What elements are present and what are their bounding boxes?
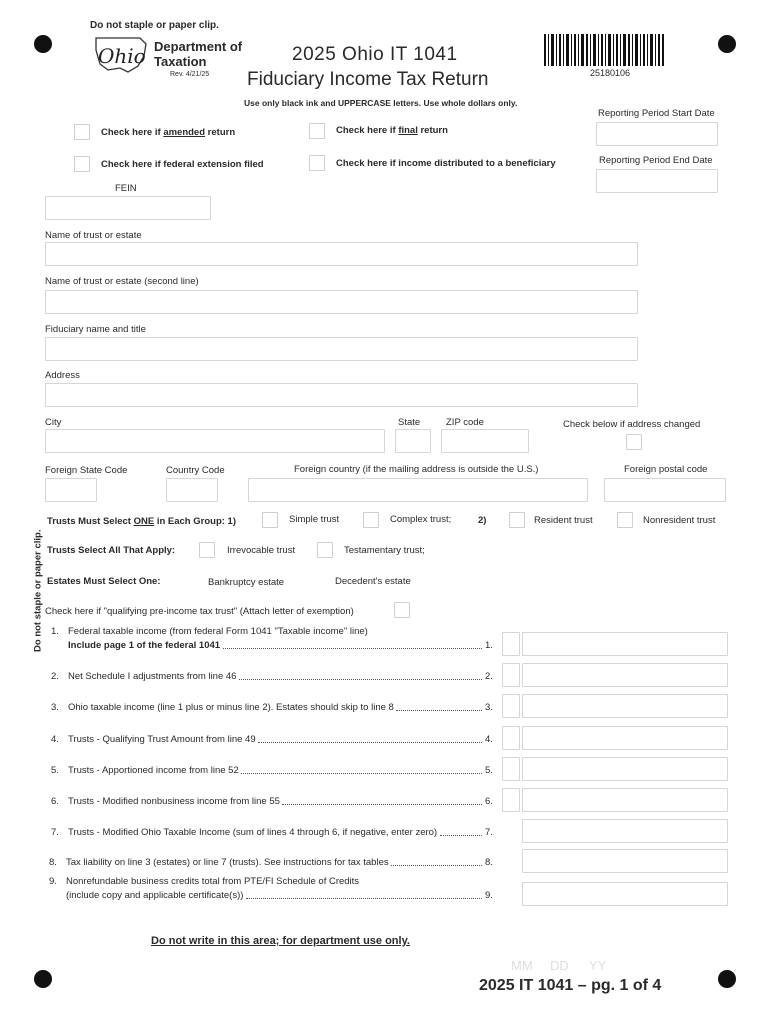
date-dd: DD (550, 958, 569, 973)
line-number: 1. (51, 626, 59, 637)
line-text: Trusts - Qualifying Trust Amount from line 49 (68, 734, 256, 745)
city-field[interactable] (45, 429, 385, 453)
line-end-number: 6. (485, 796, 493, 807)
line-amount-field[interactable] (522, 663, 728, 687)
line-leader (258, 742, 482, 743)
line-amount-field[interactable] (522, 849, 728, 873)
complex-trust-label: Complex trust; (390, 514, 452, 525)
line-end-number: 2. (485, 671, 493, 682)
date-mm: MM (511, 958, 533, 973)
line-amount-field[interactable] (522, 882, 728, 906)
fiduciary-field[interactable] (45, 337, 638, 361)
line-amount-field[interactable] (522, 757, 728, 781)
line-amount-field[interactable] (522, 694, 728, 718)
distributed-label: Check here if income distributed to a beneficiary (336, 158, 556, 169)
line-sign-box[interactable] (502, 663, 520, 687)
foreign-country-label: Foreign country (if the mailing address is outside the U.S.) (294, 464, 539, 475)
address-label: Address (45, 370, 80, 381)
foreign-country-field[interactable] (248, 478, 588, 502)
zip-field[interactable] (441, 429, 529, 453)
bankruptcy-estate-label: Bankruptcy estate (208, 577, 285, 588)
line-leader (239, 679, 482, 680)
foreign-state-field[interactable] (45, 478, 97, 502)
qualifying-trust-label: Check here if "qualifying pre-income tax trust" (Attach letter of exemption) (45, 606, 354, 617)
registration-dot-top-left (34, 35, 52, 53)
foreign-postal-field[interactable] (604, 478, 726, 502)
line-amount-field[interactable] (522, 819, 728, 843)
line-number: 2. (51, 671, 59, 682)
fiduciary-label: Fiduciary name and title (45, 324, 146, 335)
trust-group-label (47, 517, 236, 527)
irrevocable-trust-checkbox[interactable] (199, 542, 215, 558)
simple-trust-checkbox[interactable] (262, 512, 278, 528)
final-label-pre: Check here if (336, 125, 399, 136)
amended-label-pre: Check here if (101, 127, 164, 138)
period-start-field[interactable] (596, 122, 718, 146)
state-label: State (398, 417, 421, 428)
line-text: Nonrefundable business credits total from PTE/FI Schedule of Credits (66, 876, 360, 887)
resident-trust-label: Resident trust (534, 515, 593, 526)
trust-group2-label: 2) (478, 515, 487, 526)
complex-trust-checkbox[interactable] (363, 512, 379, 528)
line-text: Trusts - Modified nonbusiness income from line 55 (68, 796, 280, 807)
page-number: 2025 IT 1041 – pg. 1 of 4 (479, 977, 662, 994)
line-leader (246, 898, 482, 899)
qualifying-trust-checkbox[interactable] (394, 602, 410, 618)
line-end-number: 1. (485, 640, 493, 651)
name-label: Name of trust or estate (45, 230, 142, 241)
form-title-line2: Fiduciary Income Tax Return (247, 69, 489, 90)
extension-checkbox[interactable] (74, 156, 90, 172)
name-field[interactable] (45, 242, 638, 266)
simple-trust-label: Simple trust (289, 514, 340, 525)
testamentary-trust-label: Testamentary trust; (344, 545, 425, 556)
line-text-second: (include copy and applicable certificate(s)) (66, 890, 244, 901)
amended-label (101, 128, 235, 138)
line-leader (282, 804, 482, 805)
irrevocable-trust-label: Irrevocable trust (227, 545, 296, 556)
line-sign-box[interactable] (502, 788, 520, 812)
final-checkbox[interactable] (309, 123, 325, 139)
ink-instructions: Use only black ink and UPPERCASE letters. Use whole dollars only. (244, 98, 518, 108)
line-sign-box[interactable] (502, 757, 520, 781)
line-text-second: Include page 1 of the federal 1041 (68, 640, 221, 651)
period-start-label: Reporting Period Start Date (598, 108, 715, 119)
final-label-post: return (417, 125, 448, 136)
barcode-number: 25180106 (590, 68, 631, 78)
barcode-icon (544, 34, 664, 66)
line-leader (241, 773, 482, 774)
amended-checkbox[interactable] (74, 124, 90, 140)
line-sign-box[interactable] (502, 694, 520, 718)
line-end-number: 8. (485, 857, 493, 868)
line-end-number: 4. (485, 734, 493, 745)
side-staple-note: Do not staple or paper clip. (32, 529, 44, 652)
extension-label: Check here if federal extension filed (101, 159, 264, 170)
line-end-number: 5. (485, 765, 493, 776)
line-leader (440, 835, 482, 836)
line-text: Tax liability on line 3 (estates) or line 7 (trusts). See instructions for tax tables (66, 857, 389, 868)
city-label: City (45, 417, 62, 428)
fein-field[interactable] (45, 196, 211, 220)
line-leader (223, 648, 482, 649)
trust-group-post: in Each Group: 1) (154, 516, 236, 527)
estates-label: Estates Must Select One: (47, 576, 161, 587)
nonresident-trust-label: Nonresident trust (643, 515, 716, 526)
name2-label: Name of trust or estate (second line) (45, 276, 199, 287)
state-field[interactable] (395, 429, 431, 453)
address-field[interactable] (45, 383, 638, 407)
line-sign-box[interactable] (502, 632, 520, 656)
line-number: 4. (51, 734, 59, 745)
line-text: Trusts - Apportioned income from line 52 (68, 765, 239, 776)
line-number: 5. (51, 765, 59, 776)
line-amount-field[interactable] (522, 788, 728, 812)
line-number: 8. (49, 857, 57, 868)
dept-line1: Department of (154, 39, 243, 54)
line-amount-field[interactable] (522, 726, 728, 750)
no-staple-top-note: Do not staple or paper clip. (90, 20, 219, 31)
amended-label-word: amended (163, 127, 206, 138)
ohio-logo (92, 36, 150, 74)
registration-dot-top-right (718, 35, 736, 53)
revision-date: Rev. 4/21/25 (170, 71, 210, 78)
line-text: Ohio taxable income (line 1 plus or minus line 2). Estates should skip to line 8 (68, 702, 394, 713)
name2-field[interactable] (45, 290, 638, 314)
line-text: Net Schedule I adjustments from line 46 (68, 671, 237, 682)
country-code-field[interactable] (166, 478, 218, 502)
line-text: Federal taxable income (from federal Form 1041 "Taxable income" line) (68, 626, 368, 637)
line-leader (396, 710, 482, 711)
dept-line2: Taxation (154, 54, 207, 69)
line-number: 6. (51, 796, 59, 807)
date-yy: YY (589, 958, 607, 973)
nonresident-trust-checkbox[interactable] (617, 512, 633, 528)
zip-label: ZIP code (446, 417, 484, 428)
testamentary-trust-checkbox[interactable] (317, 542, 333, 558)
decedent-estate-label: Decedent's estate (335, 576, 411, 587)
line-amount-field[interactable] (522, 632, 728, 656)
foreign-postal-label: Foreign postal code (624, 464, 708, 475)
country-code-label: Country Code (166, 465, 225, 476)
line-end-number: 9. (485, 890, 493, 901)
trust-group-one: ONE (133, 516, 155, 527)
all-apply-label: Trusts Select All That Apply: (47, 545, 176, 556)
trust-group-pre: Trusts Must Select (47, 516, 134, 527)
do-not-write-note: Do not write in this area; for department use only. (151, 935, 410, 947)
line-end-number: 3. (485, 702, 493, 713)
registration-dot-bottom-left (34, 970, 52, 988)
final-label-word: final (398, 125, 418, 136)
address-changed-label: Check below if address changed (563, 419, 701, 430)
barcode (544, 34, 664, 66)
period-end-label: Reporting Period End Date (599, 155, 713, 166)
line-number: 3. (51, 702, 59, 713)
line-leader (391, 865, 482, 866)
ohio-logo-text: Ohio (98, 44, 146, 68)
amended-label-post: return (205, 127, 236, 138)
line-text: Trusts - Modified Ohio Taxable Income (sum of lines 4 through 6, if negative, enter zero) (68, 827, 438, 838)
resident-trust-checkbox[interactable] (509, 512, 525, 528)
registration-dot-bottom-right (718, 970, 736, 988)
fein-label: FEIN (115, 183, 137, 194)
foreign-state-label: Foreign State Code (45, 465, 128, 476)
address-changed-checkbox[interactable] (626, 434, 642, 450)
distributed-checkbox[interactable] (309, 155, 325, 171)
line-number: 7. (51, 827, 59, 838)
line-number: 9. (49, 876, 57, 887)
line-end-number: 7. (485, 827, 493, 838)
line-sign-box[interactable] (502, 726, 520, 750)
form-title-line1: 2025 Ohio IT 1041 (292, 44, 458, 65)
final-label (336, 126, 448, 136)
period-end-field[interactable] (596, 169, 718, 193)
